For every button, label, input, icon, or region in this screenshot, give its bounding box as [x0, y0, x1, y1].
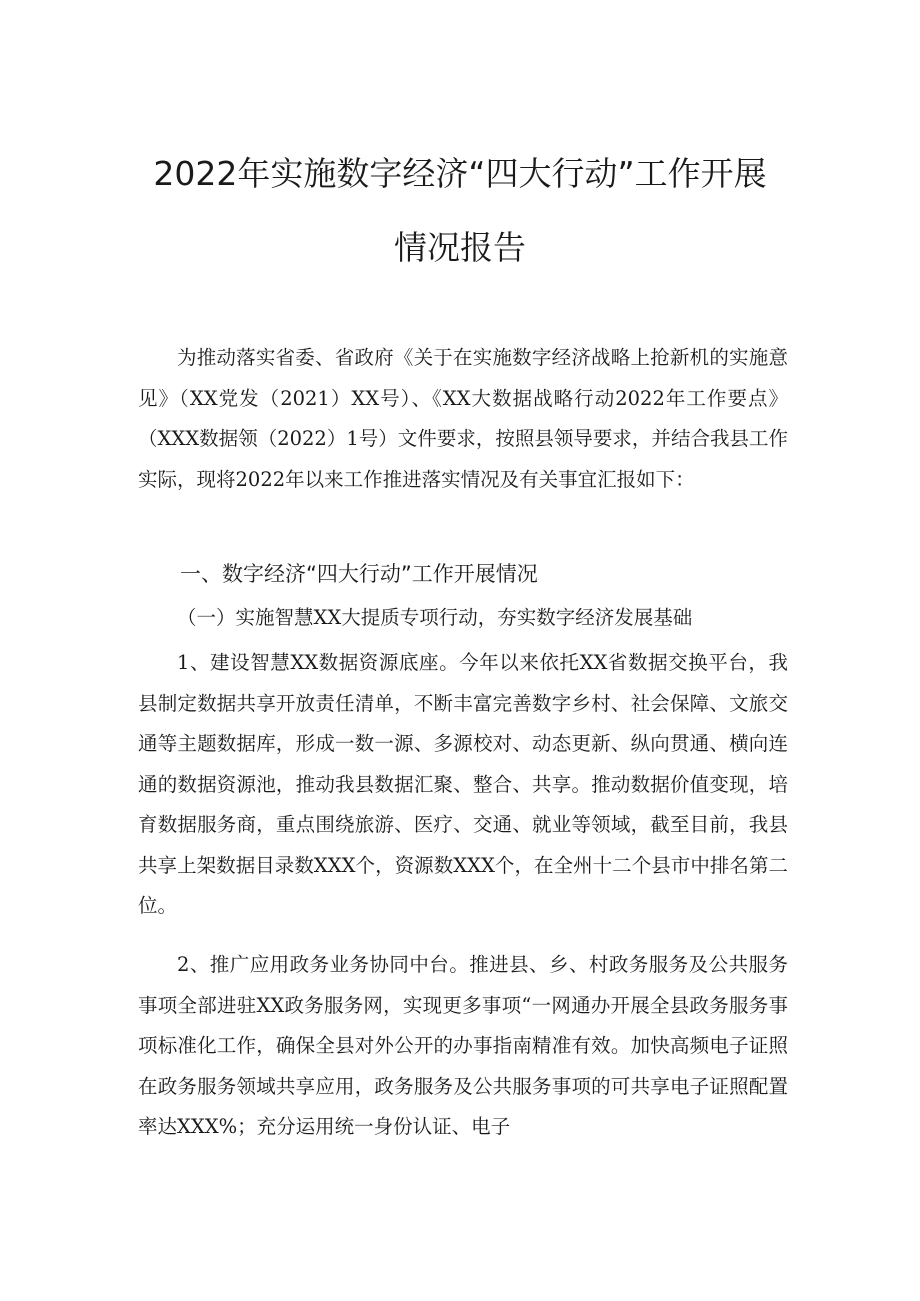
document-title-line-2: 情况报告	[394, 228, 526, 267]
body-paragraph-item-1: 1、建设智慧XX数据资源底座。今年以来依托XX省数据交换平台，我县制定数据共享开放责任清单，不断丰富完善数字乡村、社会保障、文旅交通等主题数据库，形成一数一源、多源校对、动态更新、纵向贯通、横向连通的数据资源池，推动我县数据汇聚、整合、共享。推动数据价值变现，培育数据服务商，重点围绕旅游、医疗、交通、就业等领域，截至目前，我县共享上架数据目录数XXX个，资源数XXX个，在全州十二个县市中排名第二位。	[138, 651, 788, 917]
section-heading-1: 一、数字经济“四大行动”工作开展情况	[180, 562, 538, 586]
document-title-line-1: 2022年实施数字经济“四大行动”工作开展	[153, 154, 767, 193]
subsection-heading-1: （一）实施智慧XX大提质专项行动，夯实数字经济发展基础	[177, 606, 693, 629]
intro-paragraph: 为推动落实省委、省政府《关于在实施数字经济战略上抢新机的实施意见》（XX党发（2021）XX号）、《XX大数据战略行动2022年工作要点》（XXX数据领（2022）1号）文件要求，按照县领导要求，并结合我县工作实际，现将2022年以来工作推进落实情况及有关事宜汇报如下：	[138, 346, 788, 491]
body-paragraph-item-2: 2、推广应用政务业务协同中台。推进县、乡、村政务服务及公共服务事项全部进驻XX政务服务网，实现更多事项“一网通办开展全县政务服务事项标准化工作，确保全县对外公开的办事指南精准有效。加快高频电子证照在政务服务领域共享应用，政务服务及公共服务事项的可共享电子证照配置率达XXX%；充分运用统一身份认证、电子	[138, 953, 788, 1138]
